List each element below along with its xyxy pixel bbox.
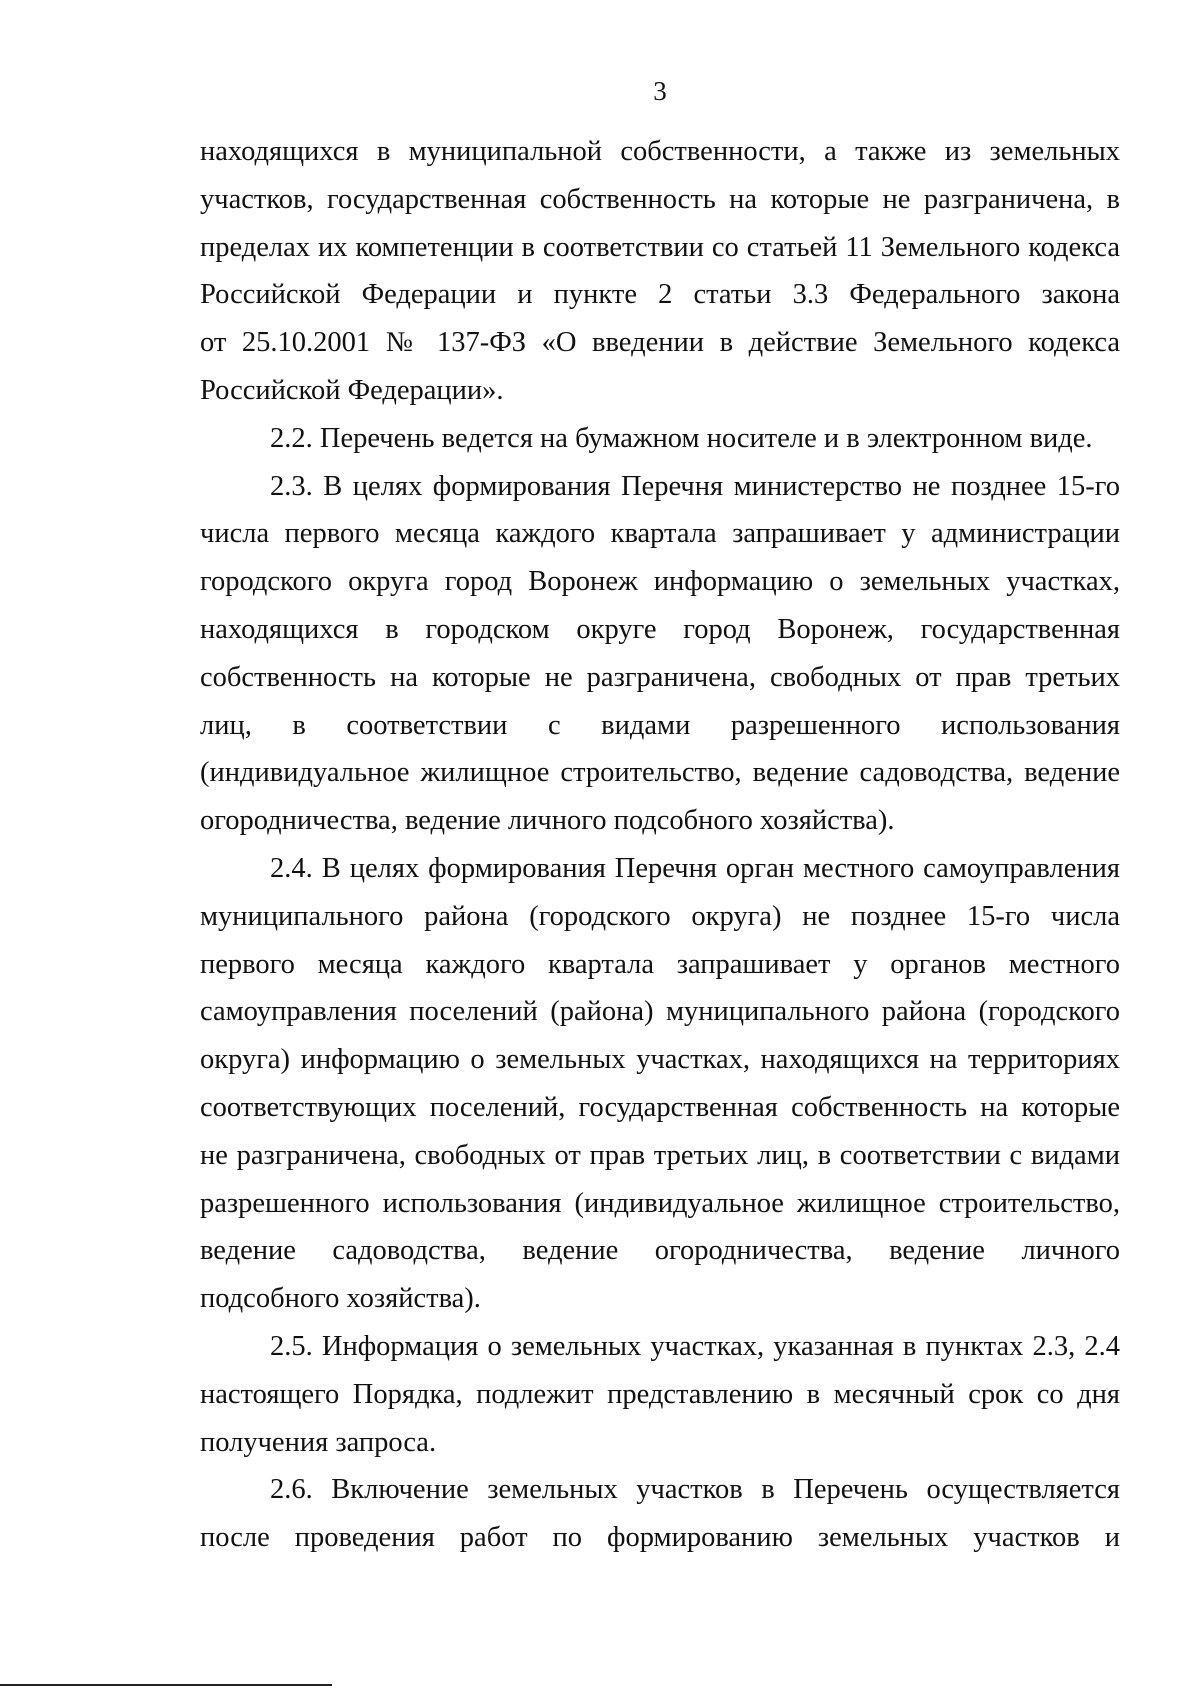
text-line: городского округа город Воронеж информацию о земельных участках,	[200, 566, 1120, 598]
text-line: (индивидуальное жилищное строительство, ведение садоводства, ведение	[200, 757, 1120, 789]
text-line: получения запроса.	[200, 1426, 437, 1458]
text-line: числа первого месяца каждого квартала запрашивает у администрации	[200, 518, 1120, 550]
text-line: находящихся в городском округе город Воронеж, государственная	[200, 613, 1120, 645]
text-line: округа) информацию о земельных участках, находящихся на территориях	[200, 1044, 1120, 1076]
text-line: от 25.10.2001 № 137-ФЗ «О введении в действие Земельного кодекса	[200, 327, 1120, 359]
text-line: 2.2. Перечень ведется на бумажном носителе и в электронном виде.	[270, 422, 1093, 454]
text-line: ведение садоводства, ведение огородничества, ведение личного	[200, 1235, 1120, 1267]
text-line: 2.6. Включение земельных участков в Перечень осуществляется	[270, 1474, 1120, 1506]
text-line: 2.3. В целях формирования Перечня министерство не позднее 15-го	[270, 470, 1120, 502]
text-line: лиц, в соответствии с видами разрешенного использования	[200, 709, 1120, 741]
body-text	[200, 128, 1120, 1562]
text-line: муниципального района (городского округа) не позднее 15-го числа	[200, 900, 1120, 932]
page-number: 3	[653, 76, 667, 106]
text-line: после проведения работ по формированию земельных участков и	[200, 1522, 1120, 1554]
text-line: соответствующих поселений, государственная собственность на которые	[200, 1091, 1120, 1123]
text-line: подсобного хозяйства).	[200, 1283, 481, 1315]
text-line: огородничества, ведение личного подсобного хозяйства).	[200, 805, 895, 837]
text-line: настоящего Порядка, подлежит представлению в месячный срок со дня	[200, 1378, 1120, 1410]
text-line: 2.5. Информация о земельных участках, указанная в пунктах 2.3, 2.4	[270, 1330, 1120, 1362]
footer-divider	[0, 1684, 332, 1686]
text-line: Российской Федерации и пункте 2 статьи 3.3 Федерального закона	[200, 279, 1120, 311]
text-line: Российской Федерации».	[200, 374, 504, 406]
text-line: самоуправления поселений (района) муниципального района (городского	[200, 996, 1120, 1028]
text-line: находящихся в муниципальной собственности, а также из земельных	[200, 136, 1120, 167]
text-line: пределах их компетенции в соответствии со статьей 11 Земельного кодекса	[200, 231, 1120, 263]
text-line: участков, государственная собственность на которые не разграничена, в	[200, 183, 1120, 215]
text-line: 2.4. В целях формирования Перечня орган местного самоуправления	[270, 852, 1120, 884]
text-line: первого месяца каждого квартала запрашивает у органов местного	[200, 948, 1120, 980]
text-line: разрешенного использования (индивидуальное жилищное строительство,	[200, 1187, 1120, 1219]
text-line: собственность на которые не разграничена, свободных от прав третьих	[200, 661, 1120, 693]
text-line: не разграничена, свободных от прав третьих лиц, в соответствии с видами	[200, 1139, 1120, 1171]
